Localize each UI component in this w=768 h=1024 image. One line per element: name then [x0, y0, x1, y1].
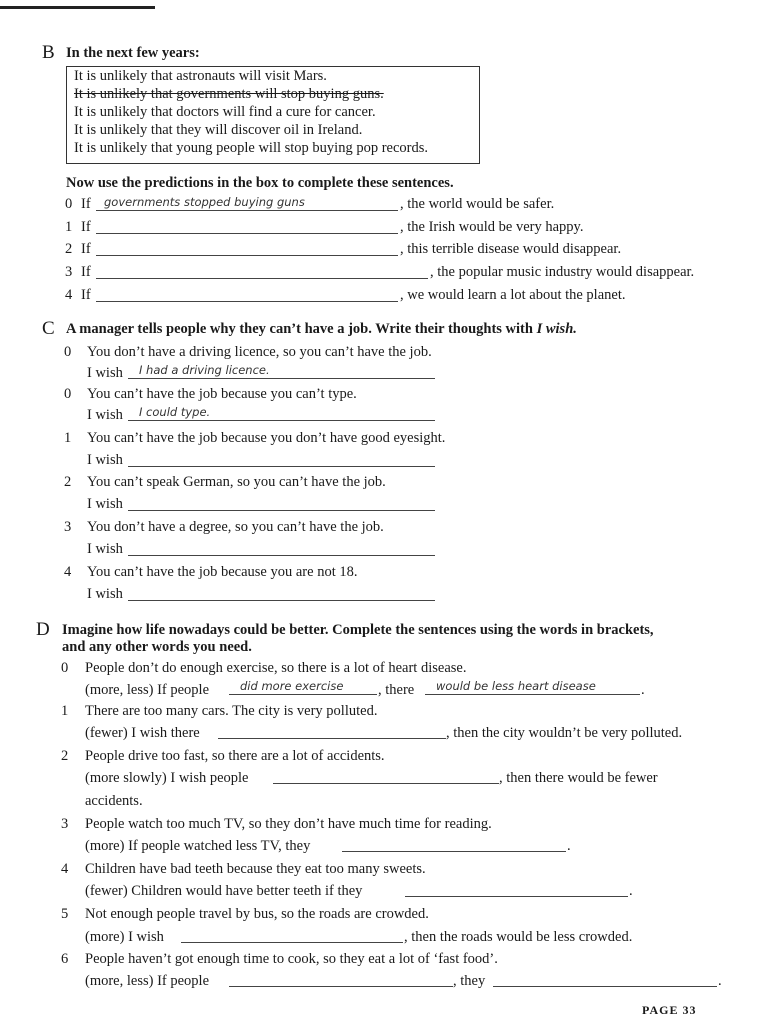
item-number: 4 [65, 287, 73, 303]
item-tail: , the world would be safer. [400, 196, 555, 212]
item-lead: I wish [87, 452, 123, 468]
prediction-5: It is unlikely that young people will stop buying pop records. [74, 140, 428, 156]
item-tail: , the Irish would be very happy. [400, 219, 584, 235]
section-c-heading-emphasis: I wish. [536, 321, 577, 337]
handwritten-answer: I could type. [139, 405, 211, 419]
prediction-2-crossed: It is unlikely that governments will stop buying guns. [74, 86, 384, 102]
answer-line[interactable] [273, 783, 499, 784]
prediction-1: It is unlikely that astronauts will visit Mars. [74, 68, 327, 84]
item-lead: If [81, 196, 91, 212]
handwritten-answer: I had a driving licence. [139, 363, 270, 377]
answer-line[interactable] [405, 896, 628, 897]
section-d-heading-line1: Imagine how life nowadays could be better. Complete the sentences using the words in brackets, [62, 622, 654, 638]
handwritten-answer: did more exercise [240, 679, 344, 693]
answer-line[interactable] [493, 986, 717, 987]
handwritten-answer: governments stopped buying guns [104, 195, 305, 209]
prediction-3: It is unlikely that doctors will find a cure for cancer. [74, 104, 376, 120]
answer-line[interactable] [128, 510, 435, 511]
item-prompt: People watch too much TV, so they don’t have much time for reading. [85, 816, 492, 832]
item-lead: (more) If people watched less TV, they [85, 838, 311, 854]
item-number: 4 [64, 564, 72, 580]
answer-line[interactable] [181, 942, 403, 943]
answer-line[interactable] [96, 233, 398, 234]
section-c-heading-text: A manager tells people why they can’t have a job. Write their thoughts with [66, 321, 537, 337]
answer-line[interactable] [96, 301, 398, 302]
handwritten-answer: would be less heart disease [436, 679, 596, 693]
item-end: . [641, 682, 645, 698]
item-lead: If [81, 264, 91, 280]
item-number: 6 [61, 951, 69, 967]
prediction-4: It is unlikely that they will discover oil in Ireland. [74, 122, 363, 138]
item-lead: If [81, 287, 91, 303]
item-tail-continued: accidents. [85, 793, 143, 809]
item-prompt: People drive too fast, so there are a lot of accidents. [85, 748, 385, 764]
item-lead: I wish [87, 496, 123, 512]
item-prompt: You can’t have the job because you can’t type. [87, 386, 357, 402]
item-number: 2 [65, 241, 73, 257]
predictions-box [66, 66, 480, 164]
section-b-heading: In the next few years: [66, 45, 200, 61]
item-prompt: You don’t have a degree, so you can’t have the job. [87, 519, 384, 535]
item-lead: (more, less) If people [85, 973, 210, 989]
section-b-letter: B [42, 42, 55, 63]
answer-line [128, 420, 435, 421]
item-number: 4 [61, 861, 69, 877]
section-d-heading-line2: and any other words you need. [62, 639, 252, 655]
item-number: 2 [61, 748, 69, 764]
item-tail: . [718, 973, 722, 989]
item-lead: I wish [87, 541, 123, 557]
answer-line[interactable] [96, 278, 428, 279]
item-number: 0 [61, 660, 69, 676]
answer-line[interactable] [128, 555, 435, 556]
answer-line [96, 210, 398, 211]
item-tail: , then the roads would be less crowded. [404, 929, 633, 945]
item-number: 1 [64, 430, 72, 446]
item-prompt: Not enough people travel by bus, so the roads are crowded. [85, 906, 429, 922]
item-number: 3 [61, 816, 69, 832]
item-prompt: People don’t do enough exercise, so there is a lot of heart disease. [85, 660, 467, 676]
answer-line[interactable] [128, 466, 435, 467]
section-c-heading [66, 321, 577, 338]
item-prompt: Children have bad teeth because they eat too many sweets. [85, 861, 426, 877]
item-tail: . [629, 883, 633, 899]
item-lead: (more slowly) I wish people [85, 770, 249, 786]
item-number: 2 [64, 474, 72, 490]
item-tail: , this terrible disease would disappear. [400, 241, 622, 257]
item-tail: , the popular music industry would disappear. [430, 264, 695, 280]
page-number: PAGE 33 [642, 1003, 697, 1017]
item-lead: (fewer) I wish there [85, 725, 200, 741]
item-prompt: You can’t have the job because you are not 18. [87, 564, 358, 580]
item-number: 1 [65, 219, 73, 235]
item-number: 3 [64, 519, 72, 535]
answer-line [229, 694, 377, 695]
item-number: 1 [61, 703, 69, 719]
top-rule [0, 6, 155, 9]
item-lead: (more) I wish [85, 929, 164, 945]
item-mid: , there [378, 682, 415, 698]
item-tail: . [567, 838, 571, 854]
answer-line[interactable] [218, 738, 446, 739]
answer-line[interactable] [128, 600, 435, 601]
item-prompt: There are too many cars. The city is very polluted. [85, 703, 378, 719]
item-lead: (more, less) If people [85, 682, 210, 698]
item-prompt: You can’t speak German, so you can’t have the job. [87, 474, 386, 490]
item-lead: If [81, 241, 91, 257]
item-number: 0 [64, 386, 72, 402]
item-lead: If [81, 219, 91, 235]
item-lead: I wish [87, 407, 123, 423]
item-tail: , we would learn a lot about the planet. [400, 287, 626, 303]
item-tail: , then there would be fewer [499, 770, 658, 786]
section-c-letter: C [42, 318, 55, 339]
item-number: 0 [65, 196, 73, 212]
section-b-instruction: Now use the predictions in the box to complete these sentences. [66, 175, 454, 191]
answer-line[interactable] [229, 986, 453, 987]
item-tail: , then the city wouldn’t be very polluted. [446, 725, 683, 741]
item-number: 5 [61, 906, 69, 922]
item-prompt: You can’t have the job because you don’t have good eyesight. [87, 430, 446, 446]
item-number: 0 [64, 344, 72, 360]
answer-line[interactable] [342, 851, 566, 852]
section-d-letter: D [36, 619, 50, 640]
item-number: 3 [65, 264, 73, 280]
item-prompt: You don’t have a driving licence, so you can’t have the job. [87, 344, 432, 360]
item-lead: I wish [87, 365, 123, 381]
answer-line[interactable] [96, 255, 398, 256]
answer-line [425, 694, 640, 695]
item-lead: (fewer) Children would have better teeth if they [85, 883, 363, 899]
item-lead: I wish [87, 586, 123, 602]
answer-line [128, 378, 435, 379]
item-mid: , they [453, 973, 486, 989]
item-prompt: People haven’t got enough time to cook, so they eat a lot of ‘fast food’. [85, 951, 498, 967]
